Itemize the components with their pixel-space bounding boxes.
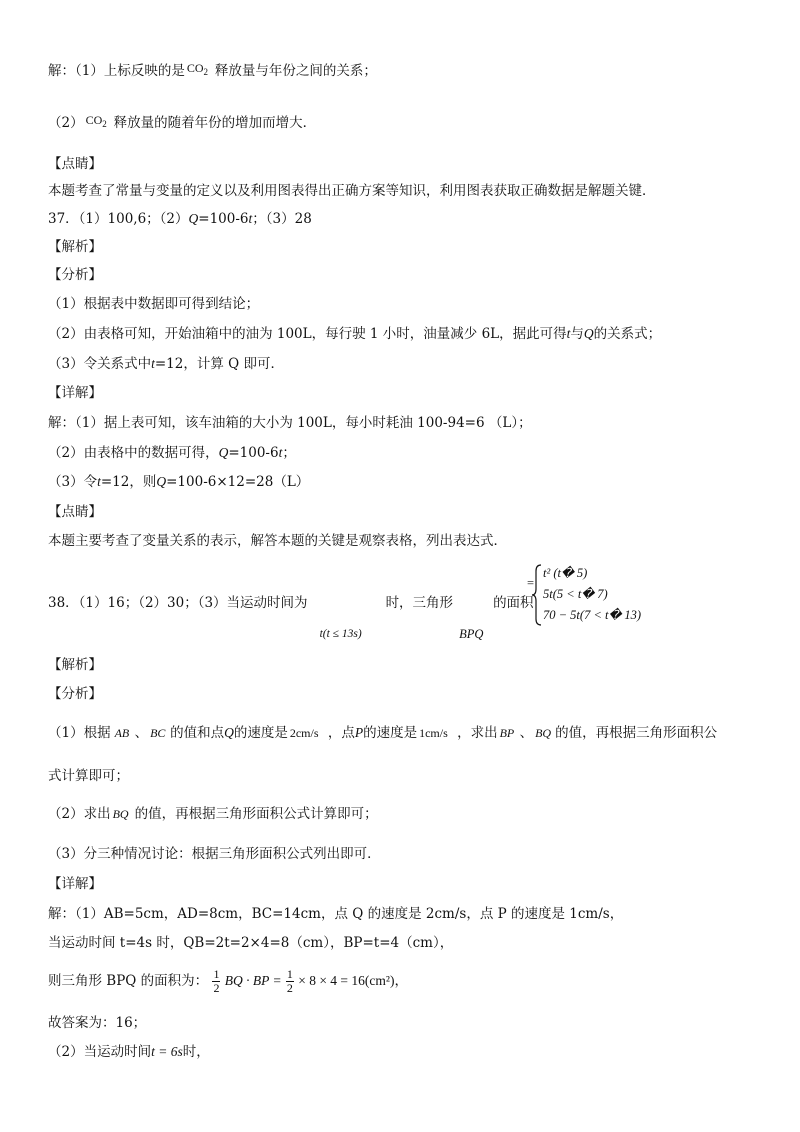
piecewise-case-2: 5t(5 < t� 7) <box>543 587 608 601</box>
q37-detail-3-a: （3）令 <box>48 474 98 490</box>
q37-detail-1: 解：（1）据上表可知，该车油箱的大小为 100L，每小时耗油 100-94=6 （L）； <box>48 415 532 431</box>
q38-analysis-3: （3）分三种情况讨论：根据三角形面积公式列出即可． <box>48 846 381 862</box>
q38-answer-a: 38．（1）16；（2）30；（3）当运动时间为 <box>48 595 308 611</box>
q37-detail-2-t: t <box>278 445 283 460</box>
q37-detail-2-a: （2）由表格中的数据可得， <box>48 445 219 461</box>
q37-answer-c: ；（3）28 <box>252 211 312 227</box>
q37-summary: 本题主要考查了变量关系的表示，解答本题的关键是观察表格，列出表达式． <box>48 533 507 549</box>
q37-detail-3-b: =12，则 <box>100 474 157 490</box>
piecewise-case-3: 70 − 5t(7 < t� 13) <box>543 608 642 622</box>
q38-analysis-2-a: （2）求出 <box>48 806 111 822</box>
q38-analysis-1-p: P <box>354 725 364 740</box>
q36-line1-text-b: 释放量与年份之间的关系； <box>214 63 377 79</box>
q38-detail-5-t: t = 6s <box>151 1044 183 1059</box>
q38-detail-5-a: （2）当运动时间 <box>48 1044 152 1060</box>
fraction-half-2 <box>286 968 294 995</box>
q38-detail-1: 解：（1）AB=5cm，AD=8cm，BC=14cm，点 Q 的速度是 2cm/s，点 P 的速度是 1cm/s， <box>48 906 624 922</box>
co2-sub-2: 2 <box>102 119 107 129</box>
q38-answer-b: 时，三角形 <box>385 595 454 611</box>
q37-analysis-3-b: =12，计算 Q 即可． <box>154 356 284 372</box>
q38-detail-5-b: 时， <box>182 1044 210 1060</box>
q38-answer-c: 的面积 <box>493 595 534 611</box>
q37-answer <box>48 210 312 228</box>
q38-analysis-1-b: 的值和点 <box>170 725 225 741</box>
q38-time-condition-text: t(t ≤ 13s) <box>319 628 362 640</box>
q37-detail-2-b: =100-6 <box>228 445 279 461</box>
q38-detail-2: 当运动时间 t=4s 时，QB=2t=2×4=8（cm），BP=t=4（cm）， <box>48 935 454 951</box>
q38-answer <box>48 594 534 641</box>
q37-answer-a: 37．（1）100,6；（2） <box>48 211 189 227</box>
q38-detail-3-end: ， <box>394 973 408 989</box>
q37-jiexi-heading: 【解析】 <box>48 239 102 255</box>
q36-dianjing-heading: 【点睛】 <box>48 156 102 172</box>
q37-detail-2 <box>48 444 296 462</box>
q37-analysis-3-t: t <box>151 356 155 371</box>
q38-analysis-1-f: ，求出 <box>457 725 498 741</box>
q38-xiangjie-heading: 【详解】 <box>48 876 102 892</box>
q38-speed-p-text: 1cm/s <box>419 726 448 740</box>
fraction-half-2-den: 2 <box>286 981 293 995</box>
co2-co: CO <box>186 61 204 75</box>
fraction-half-1-den: 2 <box>213 981 220 995</box>
q38-bq-2-text: BQ <box>112 807 129 821</box>
q38-detail-3-unit: (cm²) <box>364 973 395 988</box>
piecewise-brace-icon <box>531 563 543 627</box>
q38-detail-3-expr2: × 8 × 4 = 16 <box>298 973 365 988</box>
q38-analysis-1-q: Q <box>224 725 234 740</box>
q38-detail-3-a: 则三角形 BPQ 的面积为： <box>48 973 209 989</box>
q37-analysis-2-q: Q <box>583 326 594 341</box>
co2-co-2: CO <box>85 113 103 127</box>
q38-analysis-1 <box>48 724 717 742</box>
fraction-half-2-num: 1 <box>286 967 293 981</box>
q37-xiangjie-heading: 【详解】 <box>48 385 102 401</box>
q38-analysis-1-cont: 式计算即可； <box>48 768 129 784</box>
q38-detail-3 <box>48 968 408 995</box>
q38-speed-q-text: 2cm/s <box>289 726 319 740</box>
q36-line1-text-a: 解：（1）上标反映的是 <box>48 63 185 79</box>
q37-detail-3-q: Q <box>156 474 167 489</box>
q37-analysis-2-b: 与 <box>570 326 584 342</box>
q38-bc-text: BC <box>150 726 166 740</box>
q38-detail-5 <box>48 1043 210 1061</box>
q38-analysis-1-a: （1）根据 <box>48 725 111 741</box>
q37-answer-b: =100-6 <box>198 211 249 227</box>
q37-detail-2-c: ； <box>282 445 296 461</box>
q37-fenxi-heading: 【分析】 <box>48 267 102 283</box>
q38-analysis-2-b: 的值，再根据三角形面积公式计算即可； <box>134 806 378 822</box>
co2-sub: 2 <box>203 67 209 77</box>
q38-bq-text: BQ <box>535 726 552 740</box>
piecewise-equals: = <box>527 576 535 590</box>
q38-analysis-2 <box>48 805 378 823</box>
q37-analysis-2-a: （2）由表格可知，开始油箱中的油为 100L，每行驶 1 小时，油量减少 6L，据此可得 <box>48 326 567 342</box>
q37-detail-2-q: Q <box>218 445 229 460</box>
fraction-half-1 <box>212 968 220 995</box>
q38-analysis-1-d: ，点 <box>327 725 355 741</box>
q38-analysis-1-c: 的速度是 <box>233 725 288 741</box>
q38-bp-text: BP <box>499 726 515 740</box>
q37-analysis-2 <box>48 325 661 343</box>
q37-detail-3 <box>48 473 309 491</box>
q37-answer-q: Q <box>188 211 199 226</box>
q37-analysis-3 <box>48 355 284 373</box>
q38-analysis-1-g: 的值，再根据三角形面积公 <box>555 725 718 741</box>
q36-line2-text-a: （2） <box>48 115 84 131</box>
q38-detail-3-expr1: BQ · BP = <box>224 973 282 988</box>
piecewise-case-1: t² (t� 5) <box>543 566 588 580</box>
q37-dianjing-heading: 【点睛】 <box>48 504 102 520</box>
q37-answer-t: t <box>248 211 253 226</box>
q38-fenxi-heading: 【分析】 <box>48 686 102 702</box>
q36-line2 <box>48 114 316 132</box>
q37-analysis-2-t: t <box>566 326 571 341</box>
q38-ab-text: AB <box>114 726 130 740</box>
q38-detail-4: 故答案为：16； <box>48 1015 147 1031</box>
q37-detail-3-t: t <box>97 474 101 489</box>
q37-analysis-1: （1）根据表中数据即可得到结论； <box>48 296 260 312</box>
q38-triangle-text: BPQ <box>459 627 484 641</box>
q38-analysis-1-e: 的速度是 <box>363 725 418 741</box>
q38-sep-1: 、 <box>134 725 149 741</box>
q36-line1 <box>48 62 377 80</box>
q36-line2-text-b: 释放量的随着年份的增加而增大． <box>113 115 317 131</box>
q36-summary: 本题考查了常量与变量的定义以及利用图表得出正确方案等知识，利用图表获取正确数据是解题关键． <box>48 183 656 199</box>
q37-analysis-3-a: （3）令关系式中 <box>48 356 152 372</box>
q37-detail-3-c: =100-6×12=28（L） <box>166 474 310 490</box>
q37-analysis-2-c: 的关系式； <box>593 326 662 342</box>
q38-sep-2: 、 <box>519 725 534 741</box>
fraction-half-1-num: 1 <box>213 967 220 981</box>
q38-jiexi-heading: 【解析】 <box>48 657 102 673</box>
